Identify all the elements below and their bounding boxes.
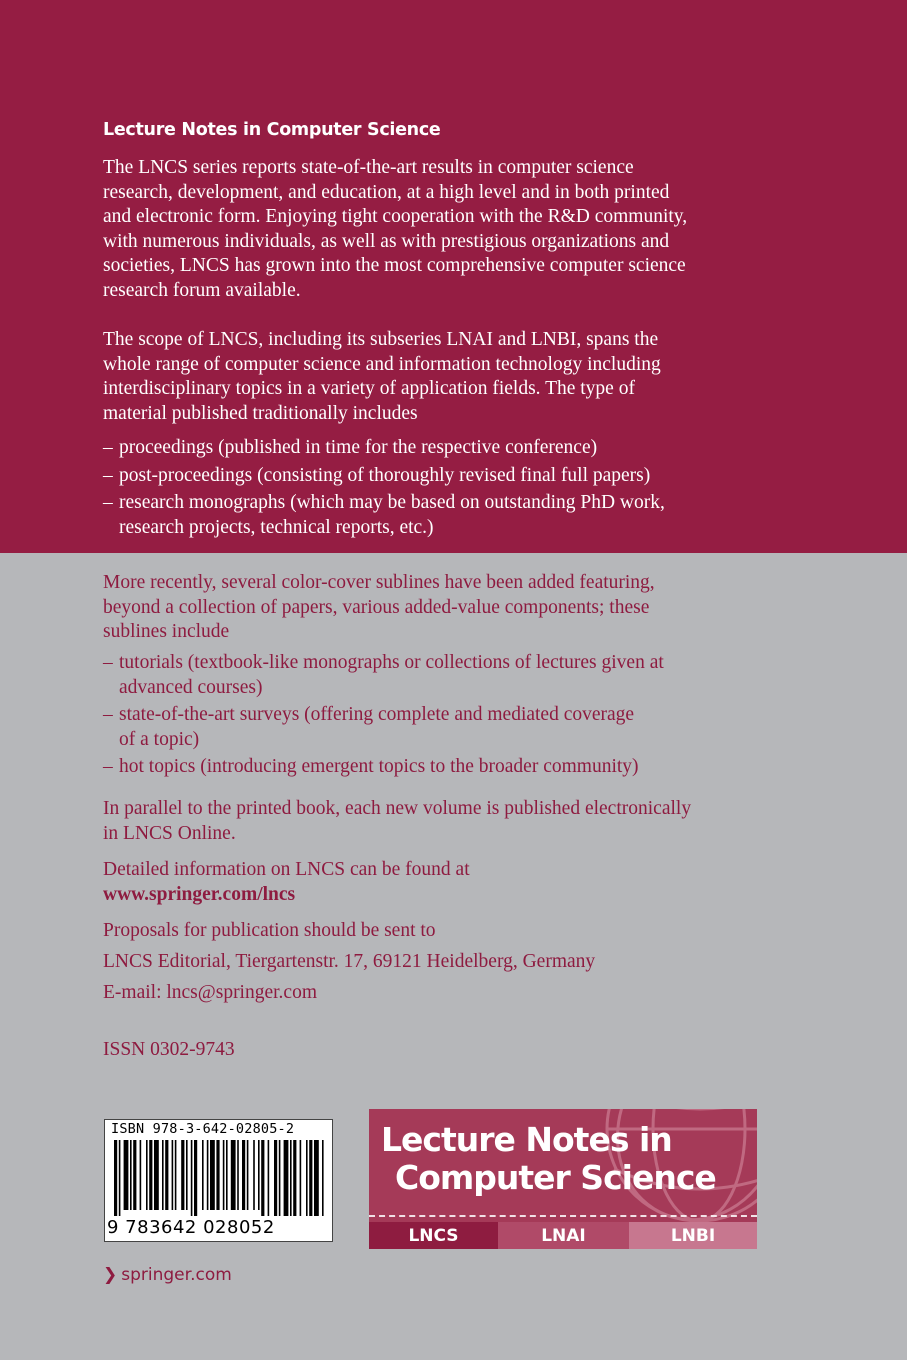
top-para-1: The LNCS series reports state-of-the-art results in computer science research, development, and education, at a high level and in both printed and electronic form. Enjoying tight cooperation with the R&D community, with numerous individuals, as well as with prestigious organizations and societies, LNCS has grown into the most comprehensive computer science research forum available.	[103, 157, 688, 301]
subseries-band	[369, 1222, 757, 1249]
logo-divider	[369, 1215, 757, 1217]
proposals-para: Proposals for publication should be sent to	[103, 920, 436, 941]
publisher-link[interactable]: ❯ springer.com	[103, 1265, 232, 1285]
bottom-para-1: More recently, several color-cover sublines have been added featuring, beyond a collection of papers, various added-value components; these sublines include	[103, 572, 655, 643]
list-item: – proceedings (published in time for the respective conference)	[103, 436, 803, 461]
list-item: – post-proceedings (consisting of thoroughly revised final full papers)	[103, 464, 803, 489]
address: LNCS Editorial, Tiergartenstr. 17, 69121 Heidelberg, Germany	[103, 951, 596, 972]
info-para: Detailed information on LNCS can be found at www.springer.com/lncs	[103, 858, 803, 907]
top-list	[103, 436, 803, 540]
logo-title: Lecture Notes in Computer Science	[381, 1120, 716, 1197]
subseries-lncs: LNCS	[369, 1222, 498, 1249]
bottom-list	[103, 651, 803, 780]
list-item: – hot topics (introducing emergent topics to the broader community)	[103, 755, 803, 780]
chevron-right-icon: ❯	[103, 1265, 118, 1285]
online-para: In parallel to the printed book, each new volume is published electronically in LNCS Online.	[103, 798, 692, 844]
list-item: – tutorials (textbook-like monographs or collections of lectures given at advanced courses)	[103, 651, 803, 700]
list-item: – state-of-the-art surveys (offering complete and mediated coverage of a topic)	[103, 703, 803, 752]
isbn-digits: 9 783642 028052	[107, 1217, 275, 1238]
issn: ISSN 0302-9743	[103, 1039, 235, 1060]
isbn-barcode	[104, 1119, 333, 1242]
top-para-2: The scope of LNCS, including its subseries LNAI and LNBI, spans the whole range of computer science and information technology including interdisciplinary topics in a variety of application fields. The type of material published traditionally includes	[103, 329, 661, 424]
isbn-label: ISBN 978-3-642-02805-2	[111, 1121, 295, 1137]
subseries-lnai: LNAI	[498, 1222, 629, 1249]
list-item: – research monographs (which may be based on outstanding PhD work, research projects, technical reports, etc.)	[103, 491, 803, 540]
email: E-mail: lncs@springer.com	[103, 982, 317, 1003]
series-heading: Lecture Notes in Computer Science	[103, 120, 441, 140]
series-logo	[369, 1109, 757, 1249]
info-url: www.springer.com/lncs	[103, 883, 296, 905]
subseries-lnbi: LNBI	[629, 1222, 757, 1249]
barcode-bars	[114, 1140, 324, 1216]
